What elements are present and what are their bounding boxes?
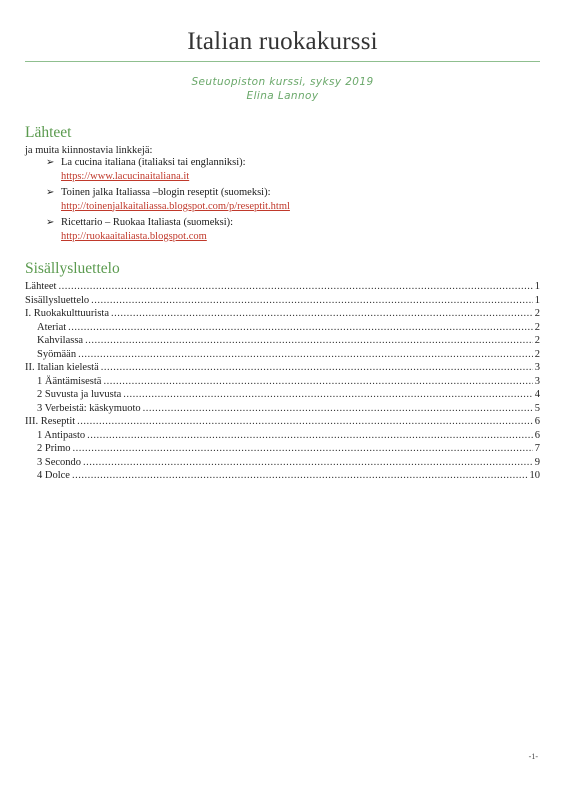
toc-entry[interactable] bbox=[25, 294, 540, 308]
source-label: Toinen jalka Italiassa –blogin reseptit (suomeksi): bbox=[61, 187, 271, 198]
toc-entry-page: 1 bbox=[534, 294, 540, 306]
toc-entry[interactable] bbox=[25, 429, 540, 443]
toc-entry-page: 4 bbox=[534, 389, 540, 400]
toc-entry-page: 1 bbox=[534, 281, 540, 292]
toc-entry[interactable] bbox=[25, 442, 540, 456]
toc-entry[interactable] bbox=[25, 402, 540, 416]
toc-entry-page: 6 bbox=[534, 429, 540, 441]
toc-entry-label: II. Italian kielestä bbox=[25, 362, 99, 373]
source-link[interactable]: http://toinenjalkaitaliassa.blogspot.com/p/reseptit.html bbox=[61, 200, 290, 212]
toc-leader-dots bbox=[73, 442, 533, 456]
toc-entry[interactable] bbox=[25, 469, 540, 483]
toc-leader-dots bbox=[101, 361, 533, 375]
course-subtitle: Seutuopiston kurssi, syksy 2019 bbox=[191, 76, 374, 88]
toc-entry-page: 9 bbox=[534, 456, 540, 468]
toc-entry[interactable] bbox=[25, 280, 540, 294]
toc-entry-page: 2 bbox=[534, 335, 540, 346]
toc-entry-label: Sisällysluettelo bbox=[25, 294, 90, 306]
toc-leader-dots bbox=[85, 334, 533, 348]
source-item bbox=[46, 216, 290, 243]
sources-list bbox=[46, 156, 290, 246]
source-link[interactable]: http://ruokaaitaliasta.blogspot.com bbox=[61, 230, 207, 242]
toc-entry-page: 3 bbox=[534, 375, 540, 387]
toc-entry[interactable] bbox=[25, 388, 540, 402]
page-number: -1- bbox=[528, 752, 538, 761]
toc-entry-label: III. Reseptit bbox=[25, 416, 76, 427]
toc-entry-label: Ateriat bbox=[37, 321, 67, 333]
source-label: Ricettario – Ruokaa Italiasta (suomeksi): bbox=[61, 217, 234, 228]
arrow-bullet-icon: ➢ bbox=[46, 187, 55, 198]
toc-leader-dots bbox=[143, 402, 533, 416]
toc-leader-dots bbox=[77, 415, 533, 429]
toc-entry-page: 2 bbox=[534, 321, 540, 333]
toc-leader-dots bbox=[91, 294, 533, 308]
toc-leader-dots bbox=[68, 321, 533, 335]
toc-entry-label: 2 Suvusta ja luvusta bbox=[37, 389, 122, 400]
toc-entry-label: 4 Dolce bbox=[37, 470, 70, 481]
table-of-contents bbox=[25, 280, 540, 483]
toc-entry[interactable] bbox=[25, 334, 540, 348]
toc-entry-label: 2 Primo bbox=[37, 443, 71, 454]
toc-entry-page: 2 bbox=[534, 308, 540, 319]
toc-entry-page: 2 bbox=[534, 348, 540, 360]
toc-entry-label: 3 Verbeistä: käskymuoto bbox=[37, 402, 141, 414]
arrow-bullet-icon: ➢ bbox=[46, 157, 55, 168]
toc-entry[interactable] bbox=[25, 361, 540, 375]
toc-entry[interactable] bbox=[25, 456, 540, 470]
sources-heading: Lähteet bbox=[25, 124, 72, 141]
title-divider bbox=[25, 61, 540, 62]
toc-entry-page: 5 bbox=[534, 402, 540, 414]
toc-entry-label: 1 Ääntämisestä bbox=[37, 375, 102, 387]
author-name: Elina Lannoy bbox=[246, 90, 319, 102]
source-item bbox=[46, 186, 290, 213]
toc-entry-page: 10 bbox=[529, 470, 540, 481]
toc-leader-dots bbox=[58, 280, 532, 294]
arrow-bullet-icon: ➢ bbox=[46, 217, 55, 228]
toc-entry[interactable] bbox=[25, 321, 540, 335]
toc-entry-label: Lähteet bbox=[25, 281, 57, 292]
toc-leader-dots bbox=[103, 375, 532, 389]
source-item bbox=[46, 156, 290, 183]
toc-leader-dots bbox=[72, 469, 528, 483]
toc-entry-page: 6 bbox=[534, 416, 540, 427]
toc-entry[interactable] bbox=[25, 415, 540, 429]
toc-leader-dots bbox=[123, 388, 532, 402]
sources-intro: ja muita kiinnostavia linkkejä: bbox=[25, 145, 153, 156]
toc-leader-dots bbox=[87, 429, 533, 443]
toc-entry-label: Syömään bbox=[37, 348, 77, 360]
source-label: La cucina italiana (italiaksi tai englanniksi): bbox=[61, 157, 246, 168]
source-link[interactable]: https://www.lacucinaitaliana.it bbox=[61, 170, 190, 182]
toc-leader-dots bbox=[83, 456, 533, 470]
toc-leader-dots bbox=[78, 348, 533, 362]
toc-entry-label: 3 Secondo bbox=[37, 456, 82, 468]
toc-entry[interactable] bbox=[25, 307, 540, 321]
toc-entry-label: Kahvilassa bbox=[37, 335, 84, 346]
toc-entry-label: I. Ruokakulttuurista bbox=[25, 308, 109, 319]
toc-entry-page: 7 bbox=[534, 443, 540, 454]
toc-entry-page: 3 bbox=[534, 362, 540, 373]
toc-leader-dots bbox=[111, 307, 533, 321]
toc-entry[interactable] bbox=[25, 375, 540, 389]
document-title: Italian ruokakurssi bbox=[187, 28, 378, 55]
toc-entry-label: 1 Antipasto bbox=[37, 429, 86, 441]
toc-heading: Sisällysluettelo bbox=[25, 260, 120, 277]
toc-entry[interactable] bbox=[25, 348, 540, 362]
